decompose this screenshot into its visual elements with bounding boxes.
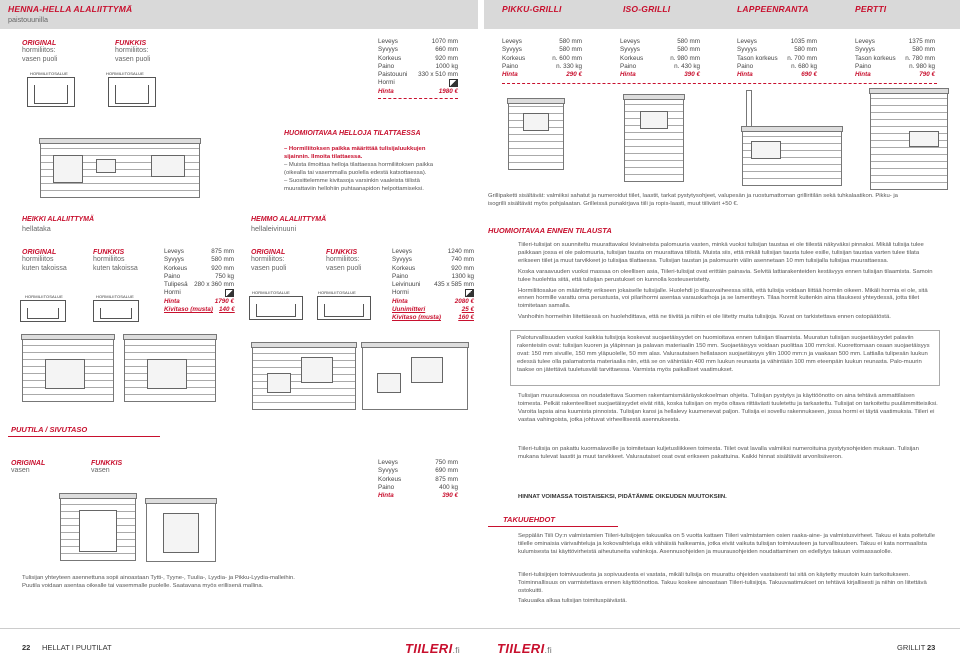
henna-original-label: HORMILIITOSALUE bbox=[30, 71, 68, 76]
footer-rule bbox=[0, 628, 960, 629]
huomio-bullet-1: Hormiliitoksen paikka määrittää tulisijaluukkujen sijainnin. Ilmoita tilattaessa. bbox=[284, 146, 426, 160]
hormi-icon bbox=[225, 289, 234, 297]
huomio-bullet-3: Suosittelemme kivitasoja varsinkin vaaleista tiilistä muurattaviin hellohiin puhtaanapidon helpottamiseksi. bbox=[284, 177, 424, 192]
henna-original-text bbox=[22, 47, 57, 65]
hemmo-uunimitteri-price: 25 € bbox=[461, 306, 474, 314]
henna-funkkis-text bbox=[115, 47, 150, 65]
hemmo-original-thumb bbox=[249, 296, 303, 320]
lappeenranta-drawing bbox=[742, 128, 842, 186]
grill-spec-2: Leveys 580 mm Syvyys 580 mm Korkeus n. 980 mm Paino n. 430 kg Hinta 390 € bbox=[620, 38, 700, 79]
henna-spec: Leveys 1070 mm Syvyys 660 mm Korkeus 920 mm Paino 1000 kg Paistouuni 330 x 510 mm Hormi Hinta 1980 € bbox=[378, 38, 458, 95]
heikki-kivitaso-price: 140 € bbox=[219, 306, 235, 314]
grill-spec-1: Leveys 580 mm Syvyys 580 mm Korkeus n. 600 mm Paino n. 330 kg Hinta 290 € bbox=[502, 38, 582, 79]
heikki-funkkis-text: hormiliitos kuten takoissa bbox=[93, 256, 138, 272]
takuuehdot-title: TAKUUEHDOT bbox=[503, 515, 555, 524]
huomio-bullets: – Hormiliitoksen paikka määrittää tulisijaluukkujen sijainnin. Ilmoita tilattaessa. – Muista ilmoittaa helloja tilattaessa hormiliitoksen paikka (oikealla tai vasemmalla puolella edestä katsottaessa). – Suosittelemme kivitasoja varsinkin vaaleista tiilistä muurattaviin hellohiin puhtaanapidon helpottamiseksi. bbox=[284, 146, 433, 192]
heikki-funkkis-label: HORMILIITOSALUE bbox=[96, 294, 134, 299]
tab-pikku-grilli: PIKKU-GRILLI bbox=[502, 4, 562, 14]
grill-4-price: 790 € bbox=[919, 71, 935, 79]
suojaetaisyys-box: Paloturvallisuuden vuoksi kaikkia tulisijoja koskevat suojaetäisyydet on huomioitava ennen tulisijan tilaamista. Muuratun tulisijan suojaetäisyydet palaviin rakenteisiin ovat: tulisijan kuoren ja yläpinnan ja palavan materiaalin 150 mm. Suojaetäisyys voidaan puolittaa 100 mm:ksi. Kuorettomaan osaan suojaetäisyys ovat: 150 mm sivuille, 150 mm yläpuolelle, 50 mm alas. Valurautaisen hellatason suojaetäisyys yliin 1000 mm:n ja vaakaan 500 mm. Lattialla tulipesän luukun edessä tulee olla palamatonta materiaalia niin, että se on vähintään 400 mm luukun reunasta ja vähintään 100 mm eteenpäin luukun reunasta. Palo-muurin taakse on jätettävä tuuletusväli tarvittaessa. Varmista myös paikalliset vaatimukset. bbox=[510, 330, 940, 386]
henna-price-divider bbox=[378, 98, 458, 99]
hemmo-original-title: ORIGINAL bbox=[251, 249, 286, 256]
tab-pertti: PERTTI bbox=[855, 4, 887, 14]
heikki-funkkis-title: FUNKKIS bbox=[93, 249, 125, 256]
tiileri-logo-left: TIILERI.fi bbox=[405, 641, 461, 656]
heikki-price: 1790 € bbox=[214, 297, 234, 305]
huomioi-para-1: Tiileri-tulisijat on suunniteltu muurattavaksi kiviaineista palomuuria vasten, minkä vuoksi tulisijan taustaa ei ole tiilestä näkyväksi pinnaksi. Mikäli tulisija tulee paikkaan jossa ei ole palomuuria, tulisijan tausta on muurattava tiilistä. Muista siis, että mikäli tulisijan tausta tulee esille, tulisijan taustaa varten tulee tilata erikseen tiilet ja muut tarvikkeet jo tulisijaa tilattaessa. Tulisijan taustan ja palomuurin välin asennetaan 10 mm tulisijalla tulisijaa muurattaessa. bbox=[518, 242, 924, 264]
hemmo-stove-drawing bbox=[252, 344, 356, 410]
hemmo-funkkis-label: HORMILIITOSALUE bbox=[318, 290, 356, 295]
hemmo-title: HEMMO ALALIITTYMÄ bbox=[251, 216, 327, 223]
huomioi-para-c: Tiileri-tulisija on pakattu kuormalavoille ja toimitetaan kuljetusliikkeen toimesta. Tiilet ovat lavalla valmiiksi numeroituina pystytysohjeiden mukaan. Tulisijan mukana tulevat laastit ja muut tarvikkeet. Valurautaiset osat ovat erikseen pakattuina. Kaikki hinnat sisältävät arvonlisäveron. bbox=[518, 446, 919, 460]
heikki-subtitle: hellataka bbox=[22, 224, 51, 233]
section-title-henna: HENNA-HELLA ALALIITTYMÄ bbox=[8, 4, 133, 14]
iso-grilli-drawing bbox=[624, 96, 684, 182]
page-section-right: GRILLIT bbox=[897, 643, 926, 652]
grill-price-divider bbox=[502, 83, 937, 84]
hemmo-subtitle: hellaleivinuuni bbox=[251, 224, 297, 233]
hemmo-funkkis-title: FUNKKIS bbox=[326, 249, 358, 256]
puutila-spec: Leveys 750 mm Syvyys 690 mm Korkeus 875 mm Paino 400 kg Hinta 390 € bbox=[378, 459, 458, 500]
page-section-left: HELLAT I PUUTILAT bbox=[42, 643, 112, 652]
henna-original-line1: hormiliitos: bbox=[22, 47, 56, 54]
pikku-grilli-drawing bbox=[508, 100, 564, 170]
hemmo-kivitaso-price: 160 € bbox=[458, 314, 474, 322]
puutila-title-line bbox=[8, 436, 160, 437]
heikki-spec: Leveys 875 mm Syvyys 580 mm Korkeus 920 mm Paino 750 kg Tulipesä 280 x 360 mm Hormi Hinta 1790 € Kivitaso (musta) 140 € bbox=[164, 248, 235, 314]
huomioi-ennen-title: HUOMIOITAVAA ENNEN TILAUSTA bbox=[488, 226, 612, 235]
takuu-p3: Takuuaika alkaa tulisijan toimituspäivästä. bbox=[518, 598, 628, 604]
huomioi-ennen-paras bbox=[518, 242, 938, 322]
henna-price: 1980 € bbox=[438, 87, 458, 95]
henna-original-thumb bbox=[27, 77, 75, 107]
heikki-funkkis-drawing bbox=[124, 336, 216, 402]
takuu-p1: Seppälän Tiili Oy:n valmistamien Tiileri-tulisijojen takuuaika on 5 vuotta kattaen Tiileri valmistamien osien raaka-aine- ja valmistusvirheet. Takuu ei kata poltetulle tiilelle ominaisia värivaihteluja ja kokovaihteluja eikä vähäisiä halkeamia, jotka eivät vaikuta tulisijan toimivuuteen ja turvallisuuteen. Takuu ei kata normaalista kulumisesta tai käyttövirheistä aiheutuneita vahinkoja. Asennusohjeiden ja muurausohjeiden noudattaminen on edellytys takuun voimassaololle. bbox=[518, 533, 936, 555]
huomio-title: HUOMIOITAVAA HELLOJA TILATTAESSA bbox=[284, 130, 421, 137]
puutila-price: 390 € bbox=[442, 492, 458, 500]
henna-original-title: ORIGINAL bbox=[22, 40, 57, 47]
tab-lappeenranta: LAPPEENRANTA bbox=[737, 4, 809, 14]
puutila-note: Tulisijan yhteyteen asennettuna sopii ainoastaan Tytti-, Tyyne-, Tuulia-, Lyydia- ja Pikku-Lyydia-malleihin. Puutila voidaan asentaa oikealle tai vasemmalle puolelle. Saatavana myös erillisenä mallina. bbox=[22, 575, 295, 589]
grill-1-price: 290 € bbox=[566, 71, 582, 79]
henna-funkkis-line1: hormiliitos: bbox=[115, 47, 149, 54]
heikki-original-title: ORIGINAL bbox=[22, 249, 57, 256]
puutila-funkkis-title: FUNKKIS bbox=[91, 460, 123, 467]
puutila-funkkis-text: vasen bbox=[91, 467, 110, 474]
hemmo-price: 2080 € bbox=[454, 297, 474, 305]
heikki-original-text: hormiliitos kuten takoissa bbox=[22, 256, 67, 272]
hemmo-original-text: hormiliitos: vasen puoli bbox=[251, 256, 287, 272]
puutila-title: PUUTILA / SIVUTASO bbox=[11, 425, 88, 434]
henna-funkkis-label: HORMILIITOSALUE bbox=[106, 71, 144, 76]
hormi-icon bbox=[449, 79, 458, 87]
henna-funkkis-line2: vasen puoli bbox=[115, 55, 151, 63]
henna-stove-drawing bbox=[40, 140, 200, 198]
huomioi-para-2: Koska varaavuuden vuoksi massaa on oleellisen asia, Tiileri-tulisijat ovat erittäin painavia. Selvitä lattiarakenteiden kestävyys ennen tulisijan tilaamista. Samoin tulee huolehtia siitä, että tulisijan perustukset on kunnolla kosteuseristetty. bbox=[518, 268, 933, 283]
tiileri-logo-right: TIILERI.fi bbox=[497, 641, 553, 656]
pertti-drawing bbox=[870, 90, 948, 190]
heikki-title: HEIKKI ALALIITTYMÄ bbox=[22, 216, 95, 223]
puutila-original-text: vasen bbox=[11, 467, 30, 474]
heikki-original-label: HORMILIITOSALUE bbox=[25, 294, 63, 299]
hemmo-funkkis-thumb bbox=[317, 296, 371, 320]
hemmo-funkkis-text: hormiliitos: vasen puoli bbox=[326, 256, 362, 272]
lappeenranta-chimney bbox=[746, 90, 752, 130]
page-number-left: 22 bbox=[22, 643, 31, 652]
grill-spec-3: Leveys 1035 mm Syvyys 580 mm Tason korkeus n. 700 mm Paino n. 680 kg Hinta 690 € bbox=[737, 38, 817, 79]
grill-3-price: 690 € bbox=[801, 71, 817, 79]
hemmo-original-label: HORMILIITOSALUE bbox=[252, 290, 290, 295]
grill-package-note: Grillipaketti sisältävät: valmiiksi sahatut ja numeroidut tiilet, laastit, tarkat pystytysohjeet, valupesän ja ruostumattoman grilliritilän sekä tuhkalaatikon. Pikku- ja isogrilli sisältävät myös pohjalaatan. Grilleissä punakirjava tiili ja ropis-laasti, muut tiilivärit +50 €. bbox=[488, 193, 898, 207]
takuuehdot-title-line bbox=[488, 526, 618, 527]
takuu-p2: Tiileri-tulisijojen toimivuudesta ja sopivuudesta ei vastata, mikäli tulisija on muurattu ohjeiden vastaisesti tai sitä on käytetty muutoin kuin tarkoitukseen. Toiminnallisuus on varmistettava ennen käyttöönottoa. Takuu koskee ainoastaan Tiileri-tulisijoja. Takuuvaatimukset on tehtävä kirjallisesti ja niihin on liitettävä ostokuitti. bbox=[518, 572, 927, 594]
huomioi-para-4: Vanhoihin hormeihin liitettäessä on huolehdittava, että ne tiiviitä ja niihin ei ole liitetty muita tulisijoja. Kuvat on tarkistettava ennen ostopäätöstä. bbox=[518, 314, 891, 321]
hormi-icon bbox=[465, 289, 474, 297]
hemmo-funkkis-drawing bbox=[362, 344, 468, 410]
hemmo-spec: Leveys 1240 mm Syvyys 740 mm Korkeus 920 mm Paino 1300 kg Leivinuuni 435 x 585 mm Hormi Hinta 2080 € Uunimitteri 25 € Kivitaso (musta) 160 € bbox=[392, 248, 474, 322]
section-subtitle-henna: paistouunilla bbox=[8, 15, 48, 24]
puutila-drawing-2 bbox=[146, 500, 216, 562]
price-validity-notice: HINNAT VOIMASSA TOISTAISEKSI, PIDÄTÄMME OIKEUDEN MUUTOKSIIN. bbox=[518, 494, 727, 500]
puutila-drawing-1 bbox=[60, 495, 136, 561]
heikki-funkkis-thumb bbox=[93, 300, 139, 322]
henna-funkkis-title: FUNKKIS bbox=[115, 40, 147, 47]
heikki-stove-drawing bbox=[22, 336, 114, 402]
tab-iso-grilli: ISO-GRILLI bbox=[623, 4, 671, 14]
huomioi-para-b: Tulisijan muurauksessa on noudatettava Suomen rakentamismääräyskokoelman ohjeita. Tulisijan pystytys ja käyttöönotto on aina tehtävä ammattilaisen toimesta. Pelkät rakenteelliset suojaetäisyydet eivät riitä, koska tulisijan on myös oltava riittävästi tuuletettu ja tarkastettu. Tulisijat on tarkoitettu puulämmitteisiksi. Varoita lapsia aina kuumista pinnoista. Tulisijan kansi ja hellalevy kuumenevat paljon. Tulisija ei sovellu rakennukseen, jossa hormi ei täytä vaatimuksia. Tiileri ei vastaa vahingoista, jotka johtuvat virheellisestä asennuksesta. bbox=[518, 393, 938, 423]
page-number-right: 23 bbox=[927, 643, 936, 652]
henna-funkkis-thumb bbox=[108, 77, 156, 107]
huomio-bullet-2: Muista ilmoittaa helloja tilattaessa hormiliitoksen paikka (oikealla tai vasemmalla puolella edestä katsottaessa). bbox=[284, 161, 433, 176]
puutila-original-title: ORIGINAL bbox=[11, 460, 46, 467]
grill-2-price: 390 € bbox=[684, 71, 700, 79]
henna-original-line2: vasen puoli bbox=[22, 55, 58, 63]
grill-spec-4: Leveys 1375 mm Syvyys 580 mm Tason korkeus n. 780 mm Paino n. 980 kg Hinta 790 € bbox=[855, 38, 935, 79]
huomioi-para-3: Hormiliitosalue on määritetty erikseen jokaiselle tulisijalle. Huolehdi jo tilausvaiheessa siitä, että tulisija voidaan liittää hormiin oikeen. Mikäli hormia ei ole, sitä ennen hormille varattu oma perustusta, voi pilarihormi asentaa varauskarhoja ja se lamentteyn. Tilaa hormit kuitenkin aina tilauksesi yhteydessä, jotta tiilet toimitetaan samalla. bbox=[518, 287, 928, 310]
heikki-original-thumb bbox=[20, 300, 66, 322]
